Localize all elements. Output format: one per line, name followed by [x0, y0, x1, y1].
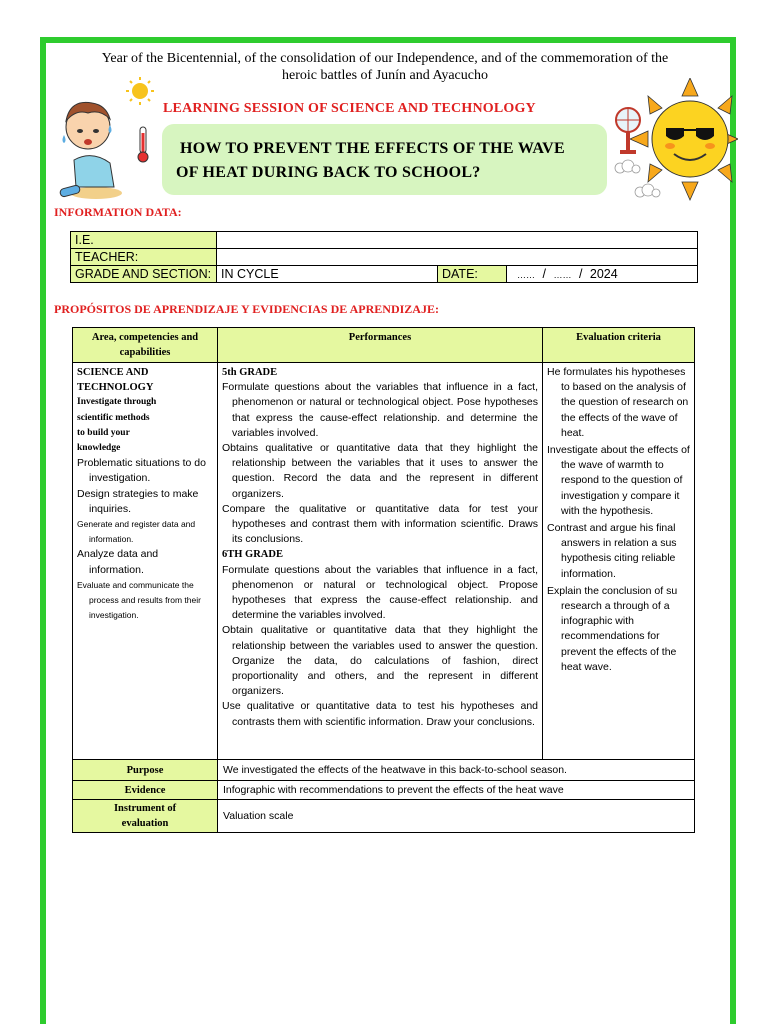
criteria-item: Contrast and argue his final answers in relation a sus hypothesis citing reliable information.: [547, 522, 677, 580]
date-sep-2: /: [578, 267, 583, 281]
performance-item: Formulate questions about the variables that influence in a fact, phenomenon or natural or technological object. Pose hypotheses that express the cause-effect relationship. and determine the variables involved.: [222, 381, 538, 439]
main-title-line-2: OF HEAT DURING BACK TO SCHOOL?: [176, 164, 481, 181]
date-sep-1: /: [542, 267, 546, 281]
capability-item: Evaluate and communicate the process and results from their investigation.: [77, 579, 201, 621]
performance-item: Compare the qualitative or quantitative data for test your hypotheses and contrast them with information scientific. Draws its conclusions.: [222, 502, 538, 546]
purpose-label: Purpose: [73, 760, 218, 781]
performance-item: Use qualitative or quantitative data to test his hypotheses and contrasts them with scientific information. Draw your conclusions.: [222, 700, 538, 728]
header-line-2: heroic battles of Junín and Ayacucho: [282, 68, 488, 83]
area-title-2: TECHNOLOGY: [77, 382, 154, 394]
performances-cell: [218, 363, 543, 760]
criteria-item: Investigate about the effects of the wave of warmth to respond to the question of investigation y compare it with the hypothesis.: [547, 444, 690, 517]
performance-item: Formulate questions about the variables that influence in a fact, phenomenon or natural or technological object. Propose hypotheses that express the cause-effect relationship. and determine the variables involved.: [222, 563, 538, 622]
date-year: 2024: [589, 267, 618, 281]
grade-field[interactable]: IN CYCLE: [217, 266, 438, 283]
instrument-label-line-2: evaluation: [121, 818, 169, 829]
criteria-cell: [543, 363, 695, 760]
page-frame-top: [40, 37, 736, 43]
purposes-heading: PROPÓSITOS DE APRENDIZAJE Y EVIDENCIAS DE APRENDIZAJE:: [54, 302, 439, 316]
evidence-label: Evidence: [73, 781, 218, 800]
purpose-value: We investigated the effects of the heatwave in this back-to-school season.: [218, 760, 695, 781]
criteria-item: Explain the conclusion of su research a through of a infographic with recommendations for prevent the effects of the heat wave.: [547, 584, 678, 673]
teacher-label: TEACHER:: [71, 249, 217, 266]
information-heading: INFORMATION DATA:: [54, 205, 182, 219]
capability-item: Problematic situations to do investigation.: [77, 457, 206, 485]
grade-label: GRADE AND SECTION:: [71, 266, 217, 283]
area-title-1: SCIENCE AND: [77, 367, 149, 378]
competency-line-3: to build your: [77, 427, 130, 438]
header-criteria: Evaluation criteria: [543, 328, 695, 363]
header-line-1: Year of the Bicentennial, of the consolidation of our Independence, and of the commemoration of the: [101, 51, 669, 66]
area-cell: [73, 363, 218, 760]
performance-item: Obtains qualitative or quantitative data that they highlight the relationship between the variables that it uses to answer the question. Record the data and the represent in different organizers.: [222, 442, 538, 500]
instrument-label: [73, 800, 218, 833]
capability-item: Generate and register data and information.: [77, 519, 196, 545]
grade-6-label: 6TH GRADE: [222, 549, 283, 561]
information-table: [70, 231, 698, 283]
hot-boy-illustration: [52, 75, 162, 205]
date-day: ……: [517, 270, 535, 280]
instrument-value: Valuation scale: [218, 800, 695, 833]
grade-5-label: 5th GRADE: [222, 367, 278, 378]
main-title-line-1: HOW TO PREVENT THE EFFECTS OF THE WAVE: [180, 140, 566, 157]
competency-line-1: Investigate through: [77, 397, 157, 408]
main-title: [176, 137, 601, 185]
capability-item: Design strategies to make inquiries.: [77, 487, 199, 515]
main-title-box: [162, 124, 607, 195]
session-title: LEARNING SESSION OF SCIENCE AND TECHNOLOGY: [163, 101, 536, 116]
fan-icon: [616, 108, 640, 154]
competency-line-2: scientific methods: [77, 412, 150, 423]
evidence-value: Infographic with recommendations to prevent the effects of the heat wave: [218, 781, 695, 800]
teacher-field[interactable]: [217, 249, 698, 266]
capability-item: Analyze data and information.: [77, 548, 159, 576]
ie-label: I.E.: [71, 232, 217, 249]
date-field[interactable]: [507, 266, 698, 283]
header-area: Area, competencies and capabilities: [73, 328, 218, 363]
page-frame-left: [40, 37, 46, 1024]
thermometer-icon: [138, 127, 148, 162]
learning-purposes-table: [72, 327, 695, 833]
criteria-item: He formulates his hypotheses to based on the analysis of the question of research on the effects of the wave of heat.: [547, 366, 689, 439]
ie-field[interactable]: [217, 232, 698, 249]
instrument-label-line-1: Instrument of: [113, 803, 177, 814]
date-label: DATE:: [438, 266, 507, 283]
header-performances: Performances: [218, 328, 543, 363]
sun-with-sunglasses-illustration: [610, 78, 738, 203]
date-month: ……: [553, 270, 572, 280]
performance-item: Obtain qualitative or quantitative data that they highlight the relationship between the variables used to answer the question. Organize the data, do calculations of fashion, direct proportionality and others, and the represent in different organizers.: [222, 624, 538, 698]
competency-line-4: knowledge: [77, 443, 121, 454]
